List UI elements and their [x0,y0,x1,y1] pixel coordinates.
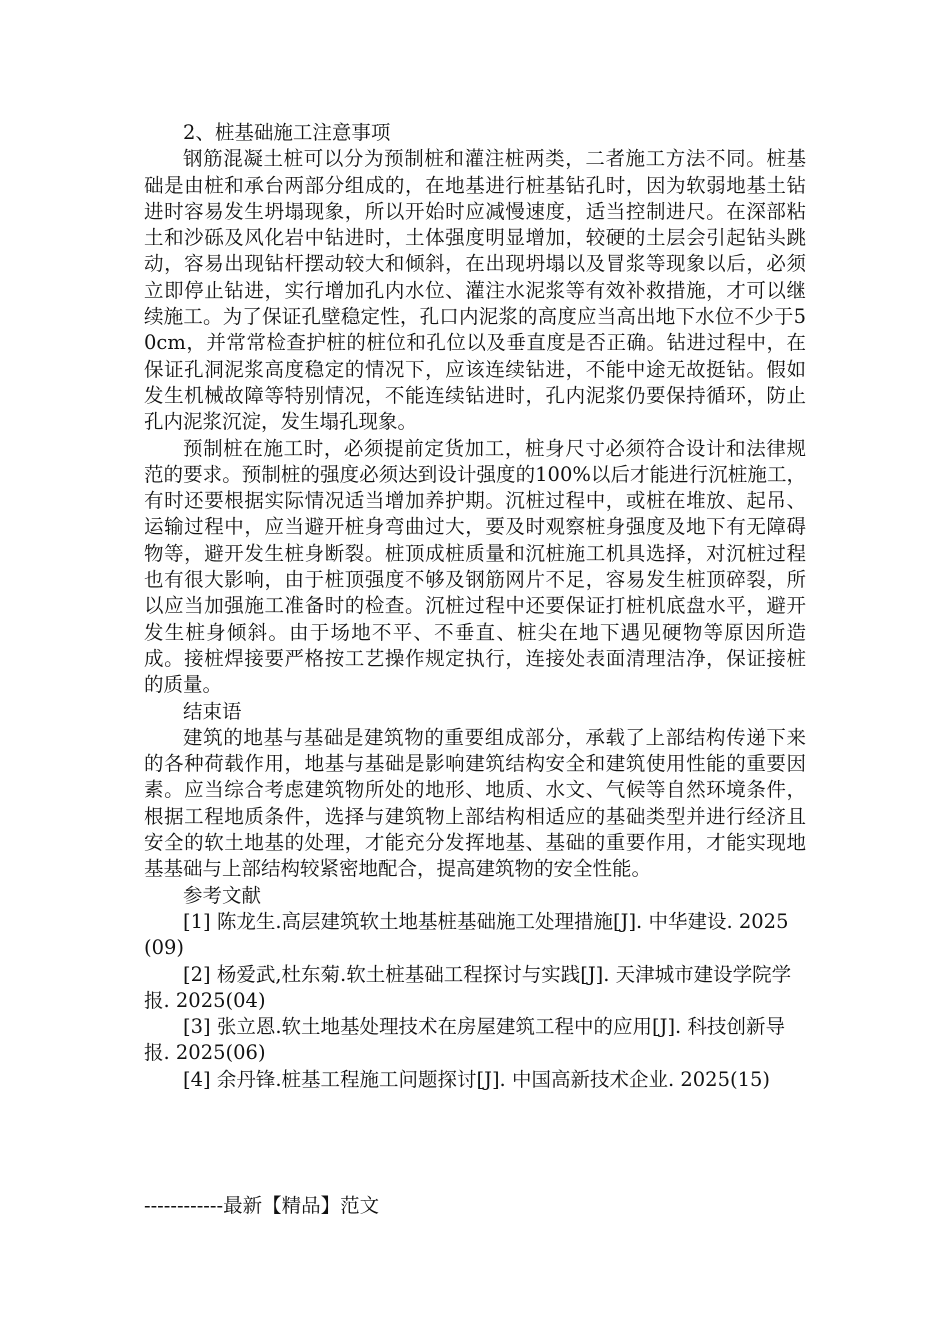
section-heading: 2、桩基础施工注意事项 [183,121,391,144]
body-paragraph: 预制桩在施工时，必须提前定货加工，桩身尺寸必须符合设计和法律规范的要求。预制桩的强度必须达到设计强度的100%以后才能进行沉桩施工，有时还要根据实际情况适当增加养护期。沉桩过程中，或桩在堆放、起吊、运输过程中，应当避开桩身弯曲过大，要及时观察桩身强度及地下有无障碍物等，避开发生桩身断裂。桩顶成桩质量和沉桩施工机具选择，对沉桩过程也有很大影响，由于桩顶强度不够及钢筋网片不足，容易发生桩顶碎裂，所以应当加强施工准备时的检查。沉桩过程中还要保证打桩机底盘水平，避开发生桩身倾斜。由于场地不平、不垂直、桩尖在地下遇见硬物等原因所造成。接桩焊接要严格按工艺操作规定执行，连接处表面清理洁净，保证接桩的质量。 [144,436,806,697]
reference-item: [1] 陈龙生.高层建筑软土地基桩基础施工处理措施[J]. 中华建设. 2025(09) [144,909,789,960]
conclusion-paragraph: 建筑的地基与基础是建筑物的重要组成部分，承载了上部结构传递下来的各种荷载作用，地基与基础是影响建筑结构安全和建筑使用性能的重要因素。应当综合考虑建筑物所处的地形、地质、水文、气候等自然环境条件，根据工程地质条件，选择与建筑物上部结构相适应的基础类型并进行经济且安全的软土地基的处理，才能充分发挥地基、基础的重要作用，才能实现地基基础与上部结构较紧密地配合，提高建筑物的安全性能。 [144,725,806,881]
reference-item: [4] 余丹锋.桩基工程施工问题探讨[J]. 中国高新技术企业. 2025(15) [183,1067,770,1091]
references-heading: 参考文献 [183,883,262,907]
body-paragraph: 钢筋混凝土桩可以分为预制桩和灌注桩两类，二者施工方法不同。桩基础是由桩和承台两部分组成的，在地基进行桩基钻孔时，因为软弱地基土钻进时容易发生坍塌现象，所以开始时应减慢速度，适当控制进尺。在深部粘土和沙砾及风化岩中钻进时，土体强度明显增加，较硬的土层会引起钻头跳动，容易出现钻杆摆动较大和倾斜，在出现坍塌以及冒浆等现象以后，必须立即停止钻进，实行增加孔内水位、灌注水泥浆等有效补救措施，才可以继续施工。为了保证孔壁稳定性，孔口内泥浆的高度应当高出地下水位不少于50cm，并常常检查护桩的桩位和孔位以及垂直度是否正确。钻进过程中，在保证孔洞泥浆高度稳定的情况下，应该连续钻进，不能中途无故挺钻。假如发生机械故障等特别情况，不能连续钻进时，孔内泥浆仍要保持循环，防止孔内泥浆沉淀，发生塌孔现象。 [144,147,806,434]
reference-item: [2] 杨爱武,杜东菊.软土桩基础工程探讨与实践[J]. 天津城市建设学院学报. 2025(04) [144,962,792,1012]
document-body [144,120,806,1093]
page-footer: ------------最新【精品】范文 [144,1194,380,1217]
reference-item: [3] 张立恩.软土地基处理技术在房屋建筑工程中的应用[J]. 科技创新导报. 2025(06) [144,1015,785,1065]
conclusion-heading: 结束语 [183,699,242,723]
